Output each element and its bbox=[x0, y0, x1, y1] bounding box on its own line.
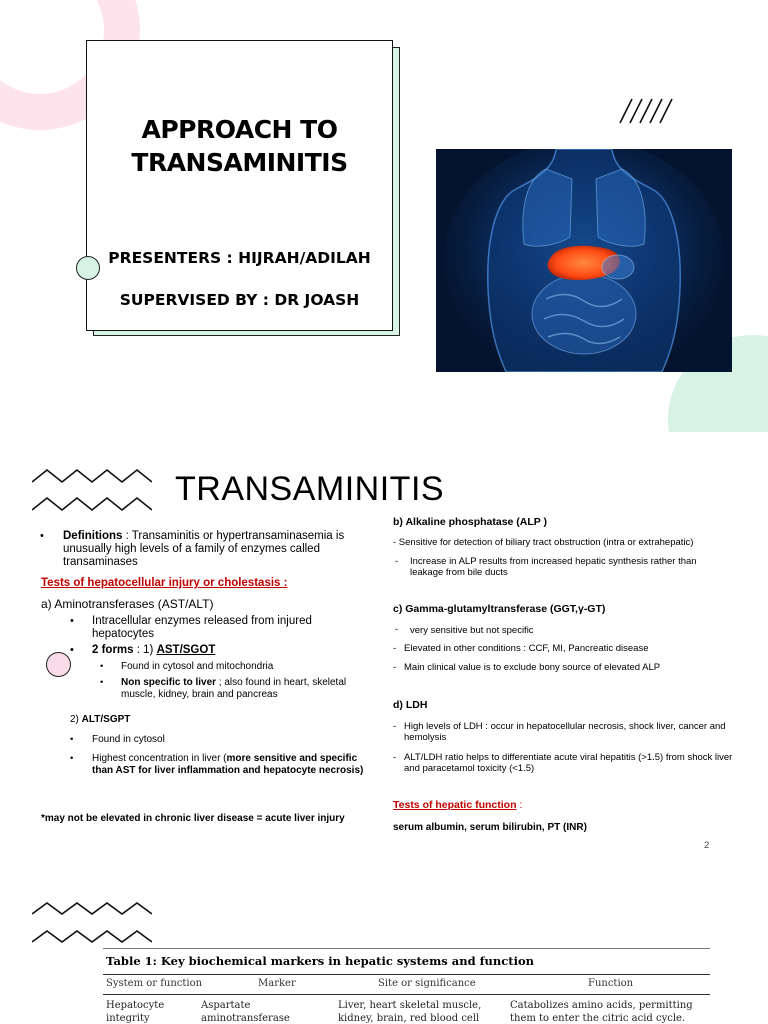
hepatic-function-heading bbox=[393, 800, 522, 812]
two-forms-label: 2 forms bbox=[92, 644, 134, 656]
footnote: *may not be elevated in chronic liver disease = acute liver injury bbox=[41, 813, 345, 824]
body-xray-illustration bbox=[436, 149, 732, 372]
bullet-icon: • bbox=[100, 661, 104, 672]
bullet-icon: • bbox=[70, 644, 74, 656]
two-forms-number: : 1) bbox=[133, 644, 157, 656]
presentation-title bbox=[87, 113, 392, 179]
dash-icon: - bbox=[393, 752, 397, 763]
hepatic-function-tests: serum albumin, serum bilirubin, PT (INR) bbox=[393, 822, 587, 833]
ggt-point-3: Main clinical value is to exclude bony source of elevated ALP bbox=[404, 662, 661, 673]
table-slide bbox=[0, 864, 768, 1024]
table-header-site: Site or significance bbox=[378, 978, 476, 989]
table-header-function: Function bbox=[588, 978, 634, 989]
table-top-rule bbox=[103, 948, 710, 949]
alp-heading: b) Alkaline phosphatase (ALP ) bbox=[393, 516, 548, 528]
table-cell-site: Liver, heart skeletal muscle, kidney, brain, red blood cell bbox=[338, 1000, 482, 1024]
non-specific-label: Non specific to liver bbox=[121, 677, 217, 688]
zigzag-decoration bbox=[32, 466, 152, 516]
bullet-icon: • bbox=[70, 615, 74, 627]
bullet-icon: • bbox=[70, 753, 74, 764]
table-title: Table 1: Key biochemical markers in hepatic systems and function bbox=[106, 954, 534, 968]
slash-lines-decoration bbox=[618, 98, 674, 124]
hepatic-function-label: Tests of hepatic function bbox=[393, 799, 517, 811]
supervisor-line: SUPERVISED BY : DR JOASH bbox=[119, 291, 360, 309]
alp-point-1: - Sensitive for detection of biliary tract obstruction (intra or extrahepatic) bbox=[393, 537, 694, 548]
table-header-rule bbox=[103, 974, 710, 975]
ldh-heading: d) LDH bbox=[393, 699, 428, 711]
ast-sgot-label: AST/SGOT bbox=[156, 644, 216, 656]
dash-icon: - bbox=[393, 721, 397, 732]
table-cell-function: Catabolizes amino acids, permitting them to enter the citric acid cycle. bbox=[510, 1000, 693, 1024]
page-number: 2 bbox=[704, 840, 710, 851]
definitions-body: : Transaminitis or hypertransaminasemia is unusually high levels of a family of enzymes called transaminases bbox=[63, 530, 345, 568]
title-box bbox=[86, 40, 393, 331]
ldh-point-1: High levels of LDH : occur in hepatocellular necrosis, shock liver, cancer and hemolysis bbox=[404, 721, 726, 743]
definitions-label: Definitions bbox=[63, 530, 123, 542]
mint-dot-decoration bbox=[76, 256, 100, 280]
dash-icon: - bbox=[395, 624, 399, 635]
alt-concentration-bold: more sensitive and specific than AST for liver inflammation and hepatocyte necrosis) bbox=[92, 753, 364, 776]
bullet-icon: • bbox=[100, 677, 104, 688]
definitions-text bbox=[63, 530, 363, 569]
table-header-system: System or function bbox=[106, 978, 203, 989]
two-forms-text bbox=[92, 644, 215, 657]
aminotransferases-heading: a) Aminotransferases (AST/ALT) bbox=[41, 597, 214, 611]
ggt-point-1: very sensitive but not specific bbox=[410, 625, 534, 636]
table-cell-marker: Aspartate aminotransferase bbox=[201, 1000, 290, 1024]
dash-icon: - bbox=[395, 556, 399, 567]
alt-sgpt-heading bbox=[70, 714, 130, 726]
alt-concentration-text bbox=[92, 753, 377, 776]
ggt-heading: c) Gamma-glutamyltransferase (GGT,γ-GT) bbox=[393, 603, 606, 615]
tests-hepatocellular-heading: Tests of hepatocellular injury or cholestasis : bbox=[41, 577, 288, 589]
slide-title: TRANSAMINITIS bbox=[175, 470, 445, 508]
bullet-icon: • bbox=[70, 734, 74, 745]
presenters-line: PRESENTERS : HIJRAH/ADILAH bbox=[108, 249, 371, 267]
dash-icon: - bbox=[393, 662, 397, 673]
hepatic-function-colon: : bbox=[516, 799, 523, 811]
liver-anatomy-image bbox=[436, 149, 732, 372]
pink-dot-decoration bbox=[46, 652, 71, 677]
non-specific-body: ; also found in heart, skeletal muscle, kidney, brain and pancreas bbox=[121, 677, 347, 700]
alt-location-text: Found in cytosol bbox=[92, 734, 165, 745]
alp-point-2: Increase in ALP results from increased hepatic synthesis rather than leakage from bile ducts bbox=[410, 556, 697, 578]
ldh-point-2: ALT/LDH ratio helps to differentiate acute viral hepatitis (>1.5) from shock liver and paracetamol toxicity (<1.5) bbox=[404, 752, 733, 774]
alt-concentration-body: Highest concentration in liver ( bbox=[92, 753, 227, 764]
alt-number: 2) bbox=[70, 714, 82, 725]
biochemical-markers-table bbox=[103, 946, 713, 1024]
title-line-1: APPROACH TO bbox=[141, 115, 338, 144]
non-specific-text bbox=[121, 677, 366, 700]
content-slide bbox=[0, 432, 768, 864]
title-slide bbox=[0, 0, 768, 432]
ast-location-text: Found in cytosol and mitochondria bbox=[121, 661, 274, 672]
alt-sgpt-label: ALT/SGPT bbox=[81, 714, 131, 725]
table-cell-system: Hepatocyte integrity bbox=[106, 1000, 165, 1024]
bullet-icon: • bbox=[40, 530, 44, 542]
table-header-marker: Marker bbox=[258, 978, 296, 989]
intracellular-text: Intracellular enzymes released from injured hepatocytes bbox=[92, 615, 312, 640]
ggt-point-2: Elevated in other conditions : CCF, MI, Pancreatic disease bbox=[404, 643, 649, 654]
table-header-bottom-rule bbox=[103, 994, 710, 995]
dash-icon: - bbox=[393, 643, 397, 654]
title-line-2: TRANSAMINITIS bbox=[131, 148, 348, 177]
zigzag-decoration bbox=[32, 900, 152, 946]
